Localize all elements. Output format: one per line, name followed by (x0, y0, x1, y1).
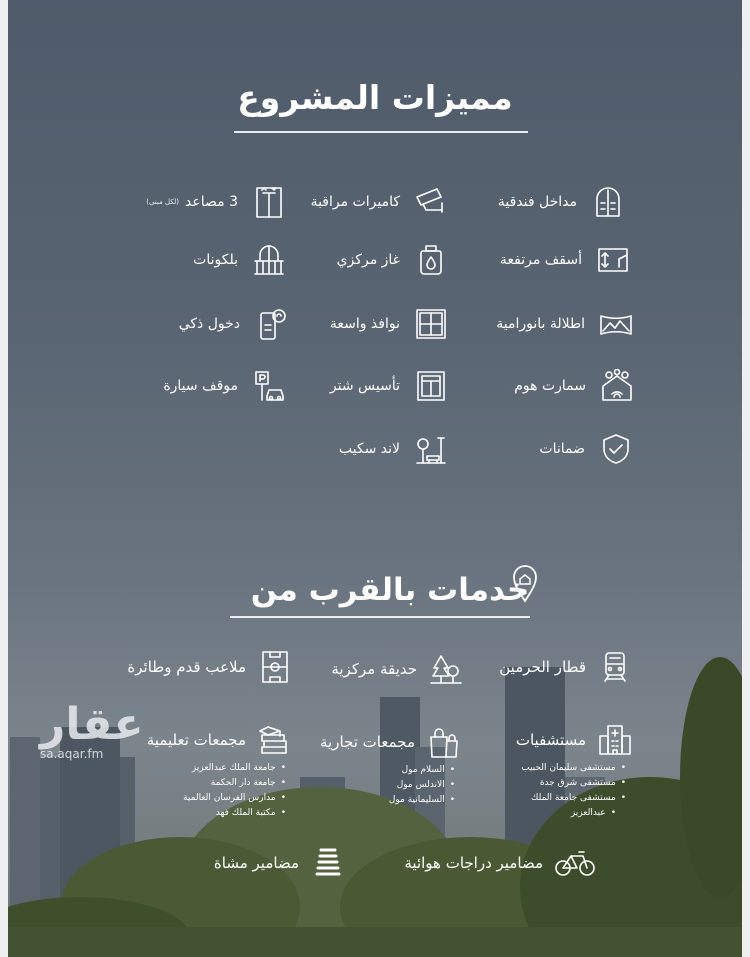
education-item: • مدارس الفرسان العالمية (138, 791, 286, 806)
feature-parking: موقف سيارة (66, 366, 286, 406)
security-camera-icon (414, 185, 448, 219)
feature-warranties: ضمانات (413, 429, 633, 469)
service-hospitals: مستشفيات • مستشفى سليمان الحبيب • مستشفى شرق جدة • مستشفى جامعة الملك • عبدالعزيز (466, 723, 632, 821)
feature-security-cameras: كاميرات مراقبة (228, 182, 448, 222)
services-title-underline (230, 616, 530, 618)
feature-balconies: بلكونات (66, 240, 286, 280)
services-title: خدمات بالقرب من (250, 572, 530, 608)
panorama-icon (599, 307, 633, 341)
education-item: • مكتبة الملك فهد (138, 806, 286, 821)
feature-high-ceilings: أسقف مرتفعة (410, 240, 630, 280)
watermark-brand: عقار (40, 699, 144, 750)
service-haramain-train: قطار الحرمين (460, 650, 632, 684)
feature-landscape: لاند سكيب (228, 429, 448, 469)
books-icon (258, 723, 292, 757)
high-ceiling-icon (596, 243, 630, 277)
smart-lock-icon (254, 307, 288, 341)
service-shopping-malls: مجمعات تجارية • السلام مول • الاندلس مول • السليمانية مول (318, 725, 461, 808)
smart-home-icon (600, 369, 634, 403)
park-icon (429, 652, 463, 686)
education-item: • جامعة دار الحكمة (138, 776, 286, 791)
features-title-underline (234, 131, 528, 133)
service-central-park: حديقة مركزية (300, 652, 463, 686)
walkway-icon (311, 846, 345, 880)
football-field-icon (258, 650, 292, 684)
feature-smart-entry: دخول ذكي (68, 304, 288, 344)
service-educational-complexes: مجمعات تعليمية • جامعة الملك عبدالعزيز • جامعة دار الحكمة • مدارس الفرسان العالمية • مكتبة الملك فهد (138, 723, 292, 821)
gas-cylinder-icon (414, 243, 448, 277)
feature-hotel-entrances: مداخل فندقية (405, 182, 625, 222)
shopping-bags-icon (427, 725, 461, 759)
hospital-icon (598, 723, 632, 757)
balcony-icon (252, 243, 286, 277)
elevator-icon (252, 185, 286, 219)
mall-item: • السلام مول (318, 763, 455, 778)
aqar-watermark (40, 699, 144, 761)
feature-panoramic-view: اطلالة بانورامية (413, 304, 633, 344)
hospital-item: • مستشفى شرق جدة (466, 776, 626, 791)
hospital-item: • مستشفى سليمان الحبيب (466, 761, 626, 776)
service-bicycle-tracks: مضامير دراجات هوائية (385, 846, 595, 880)
hospital-item: • عبدالعزيز (466, 806, 626, 821)
feature-central-gas: غاز مركزي (228, 240, 448, 280)
hospital-item: • مستشفى جامعة الملك (466, 791, 626, 806)
watermark-site: sa.aqar.fm (40, 747, 104, 761)
left-border (0, 0, 8, 957)
landscape-icon (414, 432, 448, 466)
feature-shutter: تأسيس شتر (228, 366, 448, 406)
service-football-volleyball-fields: ملاعب قدم وطائرة (117, 650, 292, 684)
feature-elevators: 3 مصاعد (لكل مبنى) (68, 182, 286, 222)
feature-wide-windows: نوافذ واسعة (228, 304, 448, 344)
mall-item: • السليمانية مول (318, 793, 455, 808)
right-border (742, 0, 750, 957)
parking-icon (252, 369, 286, 403)
education-item: • جامعة الملك عبدالعزيز (138, 761, 286, 776)
mall-item: • الاندلس مول (318, 778, 455, 793)
train-icon (598, 650, 632, 684)
shutter-icon (414, 369, 448, 403)
arched-door-icon (591, 185, 625, 219)
bicycle-icon (555, 846, 595, 880)
shield-check-icon (599, 432, 633, 466)
service-walking-tracks: مضامير مشاة (190, 846, 345, 880)
window-icon (414, 307, 448, 341)
features-title: مميزات المشروع (237, 78, 513, 117)
feature-smart-home: سمارت هوم (414, 366, 634, 406)
